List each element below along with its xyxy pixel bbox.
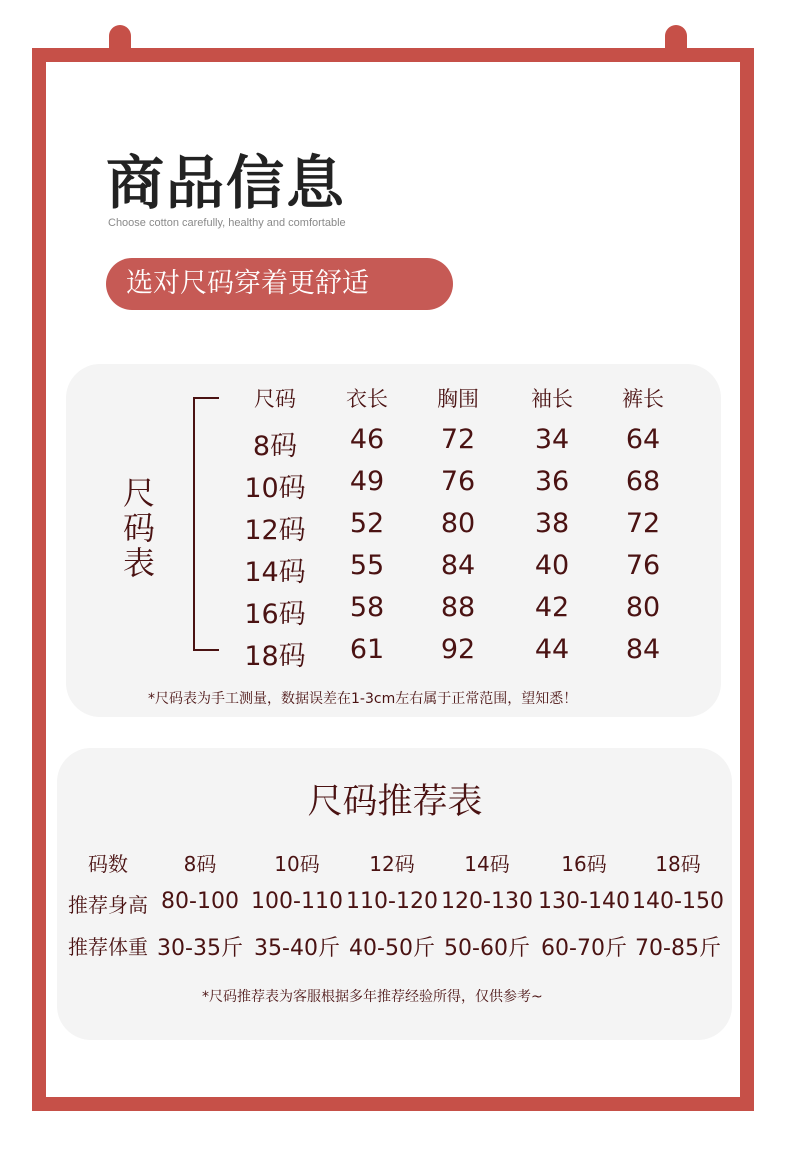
table-cell: 55 [349, 550, 385, 581]
size-chart-note: *尺码表为手工测量，数据误差在1-3cm左右属于正常范围，望知悉！ [148, 691, 578, 707]
table-cell: 16码 [244, 599, 306, 630]
column-header: 衣长 [346, 387, 388, 411]
table-cell: 72 [440, 424, 476, 455]
table-cell: 46 [349, 424, 385, 455]
table-cell: 18码 [655, 852, 701, 876]
page-subtitle: Choose cotton carefully, healthy and comfortable [108, 217, 346, 229]
table-cell: 36 [534, 466, 570, 497]
side-label-char: 表 [122, 544, 155, 582]
table-cell: 64 [625, 424, 661, 455]
row-label: 推荐身高 [68, 893, 148, 917]
table-cell: 8码 [252, 431, 298, 462]
table-cell: 42 [534, 592, 570, 623]
table-cell: 10码 [244, 473, 306, 504]
page-title: 商品信息 [106, 149, 347, 217]
banner-pill: 选对尺码穿着更舒适 [106, 258, 453, 310]
table-cell: 72 [625, 508, 661, 539]
table-cell: 10码 [274, 852, 320, 876]
table-cell: 44 [534, 634, 570, 665]
size-chart-side-label [117, 476, 161, 581]
table-cell: 140-150 [632, 889, 724, 914]
side-label-char: 尺 [122, 474, 155, 512]
table-cell: 60-70斤 [541, 936, 627, 961]
column-header: 尺码 [254, 387, 296, 411]
side-label-char: 码 [122, 509, 155, 547]
table-cell: 14码 [244, 557, 306, 588]
table-cell: 52 [349, 508, 385, 539]
table-cell: 70-85斤 [635, 936, 721, 961]
table-cell: 34 [534, 424, 570, 455]
table-cell: 80-100 [161, 889, 239, 914]
table-cell: 50-60斤 [444, 936, 530, 961]
table-cell: 92 [440, 634, 476, 665]
column-header: 裤长 [622, 387, 664, 411]
table-cell: 14码 [464, 852, 510, 876]
row-label: 码数 [88, 852, 128, 876]
table-cell: 40 [534, 550, 570, 581]
table-cell: 40-50斤 [349, 936, 435, 961]
table-cell: 38 [534, 508, 570, 539]
size-chart-bracket [193, 397, 219, 651]
table-cell: 76 [440, 466, 476, 497]
table-cell: 68 [625, 466, 661, 497]
table-cell: 84 [625, 634, 661, 665]
column-header: 胸围 [437, 387, 479, 411]
table-cell: 80 [625, 592, 661, 623]
recommend-note: *尺码推荐表为客服根据多年推荐经验所得，仅供参考~ [202, 989, 543, 1005]
column-header: 袖长 [531, 387, 573, 411]
table-cell: 61 [349, 634, 385, 665]
table-cell: 58 [349, 592, 385, 623]
table-cell: 110-120 [346, 889, 438, 914]
table-cell: 8码 [183, 852, 217, 876]
table-cell: 49 [349, 466, 385, 497]
table-cell: 130-140 [538, 889, 630, 914]
recommend-title: 尺码推荐表 [307, 782, 483, 822]
table-cell: 76 [625, 550, 661, 581]
table-cell: 12码 [369, 852, 415, 876]
table-cell: 18码 [244, 641, 306, 672]
table-cell: 30-35斤 [157, 936, 243, 961]
size-chart-panel [66, 364, 721, 717]
table-cell: 100-110 [251, 889, 343, 914]
table-cell: 120-130 [441, 889, 533, 914]
table-cell: 12码 [244, 515, 306, 546]
table-cell: 88 [440, 592, 476, 623]
table-cell: 84 [440, 550, 476, 581]
table-cell: 35-40斤 [254, 936, 340, 961]
table-cell: 80 [440, 508, 476, 539]
row-label: 推荐体重 [68, 935, 148, 959]
table-cell: 16码 [561, 852, 607, 876]
